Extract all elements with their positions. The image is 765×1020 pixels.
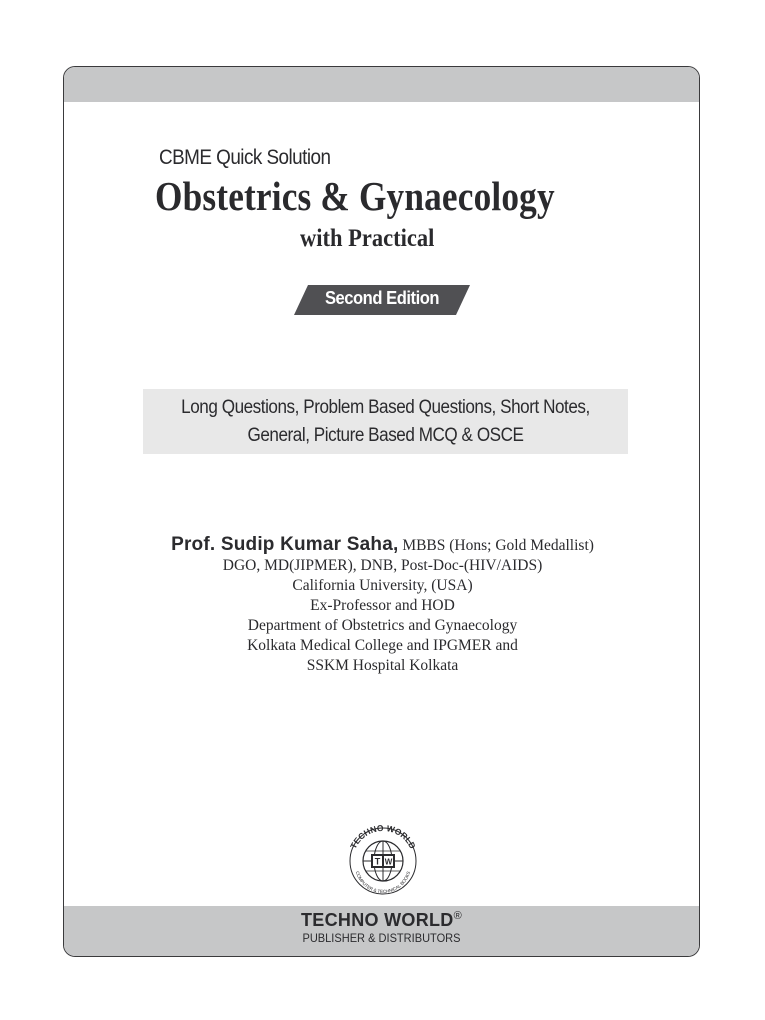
publisher-name: TECHNO WORLD® [301, 910, 462, 930]
series-name: CBME Quick Solution [159, 146, 331, 169]
publisher-tagline: PUBLISHER & DISTRIBUTORS [302, 931, 461, 945]
publisher-band [64, 906, 699, 956]
svg-text:T: T [374, 856, 381, 867]
author-credential: DGO, MD(JIPMER), DNB, Post-Doc-(HIV/AIDS) [222, 557, 543, 574]
author-name: Prof. Sudip Kumar Saha, [171, 534, 399, 555]
author-degree: MBBS (Hons; Gold Medallist) [398, 537, 594, 554]
top-band [64, 67, 699, 102]
author-block [100, 535, 665, 676]
globe-logo-icon [340, 823, 426, 895]
contents-line: General, Picture Based MCQ & OSCE [247, 425, 524, 446]
svg-text:TECHNO WORLD: TECHNO WORLD [348, 823, 418, 851]
edition-badge [294, 285, 470, 315]
author-credential: Kolkata Medical College and IPGMER and [247, 637, 518, 654]
publisher-logo [340, 823, 426, 895]
contents-box [143, 389, 628, 454]
author-credential: Ex-Professor and HOD [310, 597, 455, 614]
author-credential: SSKM Hospital Kolkata [306, 657, 459, 674]
book-subtitle: with Practical [300, 225, 435, 252]
svg-text:W: W [384, 857, 393, 867]
author-line [100, 535, 665, 556]
svg-text:COMPUTER & TECHNICAL BOOKS: COMPUTER & TECHNICAL BOOKS [354, 870, 412, 895]
book-title: Obstetrics & Gynaecology [155, 173, 555, 219]
author-credential: California University, (USA) [292, 577, 473, 594]
author-credential: Department of Obstetrics and Gynaecology [247, 617, 518, 634]
contents-line: Long Questions, Problem Based Questions, Short Notes, [181, 397, 590, 418]
edition-label: Second Edition [324, 288, 440, 308]
